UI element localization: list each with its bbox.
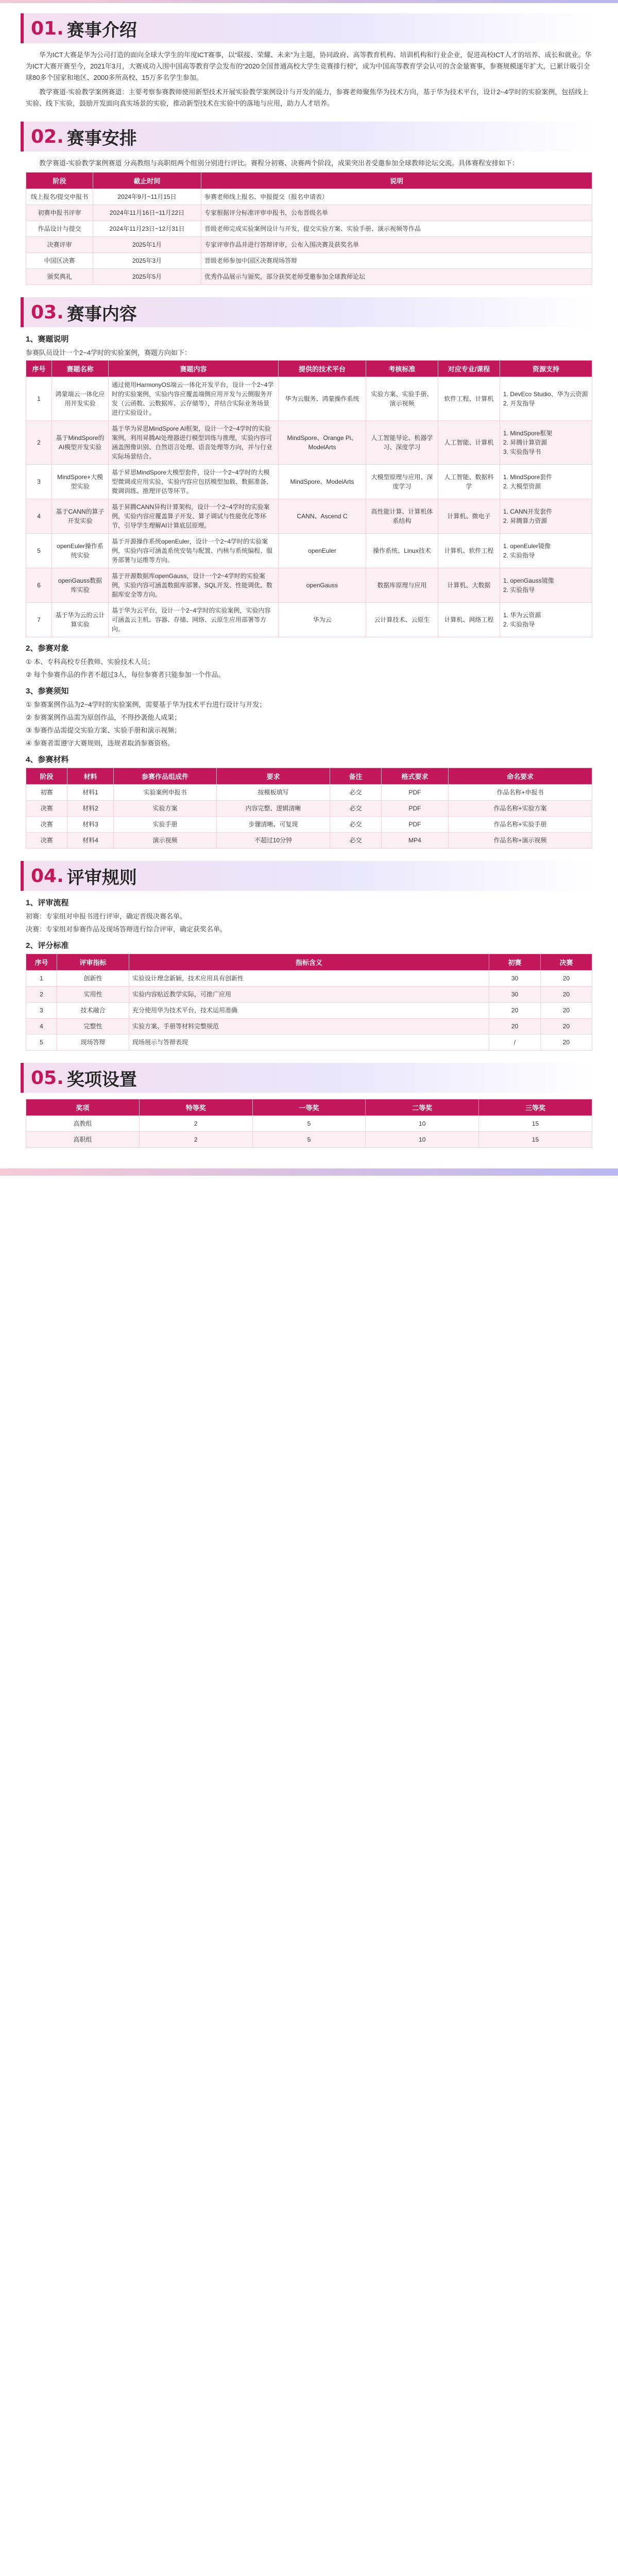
table-cell: PDF xyxy=(382,785,449,801)
column-header: 三等奖 xyxy=(479,1099,592,1116)
table-cell: 实验内容贴近教学实际，可推广应用 xyxy=(129,987,489,1003)
table-cell: 初赛 xyxy=(26,785,67,801)
table-cell: 高教组 xyxy=(26,1116,140,1132)
table-cell: 5 xyxy=(252,1116,366,1132)
table-cell: 10 xyxy=(366,1132,479,1148)
table-row xyxy=(26,987,592,1003)
section-number: 05. xyxy=(31,1067,64,1089)
table-cell: 实验手册 xyxy=(114,817,217,833)
column-header: 命名要求 xyxy=(449,768,592,785)
table-cell: 不超过10分钟 xyxy=(217,833,330,849)
table-cell: 实验方案 xyxy=(114,801,217,817)
table-row xyxy=(26,377,592,421)
page xyxy=(0,0,618,1176)
table-cell: 创新性 xyxy=(57,971,129,987)
table-cell: 基于华为云的云计算实验 xyxy=(52,603,109,637)
column-header: 赛题名称 xyxy=(52,361,109,377)
table-cell: 参赛老师线上报名、申报提交（报名申请表） xyxy=(201,189,592,205)
table-cell: 20 xyxy=(541,987,592,1003)
column-header: 材料 xyxy=(67,768,114,785)
subheading: 1、赛题说明 xyxy=(26,335,69,344)
table-cell: 30 xyxy=(489,971,541,987)
table-cell: 15 xyxy=(479,1116,592,1132)
intro-body xyxy=(26,49,592,109)
table-cell: 中国区决赛 xyxy=(26,253,93,269)
table-row xyxy=(26,1132,592,1148)
section-number: 01. xyxy=(31,18,64,39)
section-title: 赛事介绍 xyxy=(66,20,137,40)
section-header-content xyxy=(21,297,597,327)
table-cell: 20 xyxy=(541,1035,592,1050)
table-cell: 基于MindSpore的AI模型开发实验 xyxy=(52,421,109,465)
section-title: 奖项设置 xyxy=(66,1070,137,1090)
table-row xyxy=(26,833,592,849)
table-cell: 2 xyxy=(26,987,57,1003)
table-cell: openEuler操作系统实验 xyxy=(52,534,109,568)
table-cell: 人工智能、数据科学 xyxy=(438,465,500,499)
table-row xyxy=(26,205,592,221)
table-cell: 作品名称+实验手册 xyxy=(449,817,592,833)
subheading: 3、参赛须知 xyxy=(26,687,69,696)
table-cell: 软件工程、计算机 xyxy=(438,377,500,421)
column-header: 初赛 xyxy=(489,954,541,971)
table-cell: openGauss xyxy=(279,568,366,603)
table-cell: 优秀作品展示与颁奖，部分获奖老师受邀参加全球教师论坛 xyxy=(201,269,592,285)
table-row xyxy=(26,1035,592,1050)
table-row xyxy=(26,534,592,568)
table-cell: 技术融合 xyxy=(57,1003,129,1019)
table-cell: 必交 xyxy=(330,801,382,817)
table-cell: 基于华为云平台，设计一个2~4学时的实验案例，实验内容可涵盖云主机、容器、存储、网络、云原生应用部署等方向。 xyxy=(109,603,279,637)
column-header: 一等奖 xyxy=(252,1099,366,1116)
table-row xyxy=(26,603,592,637)
table-cell: 材料4 xyxy=(67,833,114,849)
table-cell: 1 xyxy=(26,971,57,987)
table-cell: 15 xyxy=(479,1132,592,1148)
table-cell: 2024年9月~11月15日 xyxy=(93,189,201,205)
table-cell: 计算机、微电子 xyxy=(438,499,500,534)
table-row xyxy=(26,465,592,499)
schedule-body xyxy=(26,158,592,285)
table-cell: 鸿蒙端云一体化应用开发实验 xyxy=(52,377,109,421)
list-item: ② 参赛案例作品需为原创作品，不得抄袭他人成果； xyxy=(26,714,181,721)
content-body xyxy=(26,333,592,849)
table-cell: 决赛评审 xyxy=(26,237,93,253)
subheading-text: 参赛队员设计一个2~4学时的实验案例，赛题方向如下： xyxy=(26,349,192,357)
table-cell: 基于华为昇思MindSpore AI框架，设计一个2~4学时的实验案例，利用昇腾AI处理器进行模型训练与推理，实验内容可涵盖图像识别、自然语言处理、语音处理等方向，并与行业实际场景结合。 xyxy=(109,421,279,465)
column-header: 考核标准 xyxy=(366,361,438,377)
column-header: 特等奖 xyxy=(139,1099,252,1116)
table-row xyxy=(26,817,592,833)
table-cell: 1. MindSpore框架 2. 昇腾计算资源 3. 实验指导书 xyxy=(500,421,592,465)
materials-table xyxy=(26,768,592,849)
subheading: 2、参赛对象 xyxy=(26,644,69,653)
column-header: 资源支持 xyxy=(500,361,592,377)
table-row xyxy=(26,1019,592,1035)
table-cell: 材料2 xyxy=(67,801,114,817)
table-cell: 决赛 xyxy=(26,817,67,833)
table-row xyxy=(26,568,592,603)
table-cell: 决赛 xyxy=(26,801,67,817)
table-cell: 2024年11月16日~11月22日 xyxy=(93,205,201,221)
table-cell: 大模型原理与应用、深度学习 xyxy=(366,465,438,499)
table-cell: 现场展示与答辩表现 xyxy=(129,1035,489,1050)
section-title: 赛事安排 xyxy=(66,128,137,148)
table-cell: 实验方案、手册等材料完整规范 xyxy=(129,1019,489,1035)
table-cell: 作品名称+演示视频 xyxy=(449,833,592,849)
table-cell: 完整性 xyxy=(57,1019,129,1035)
intro-paragraph: 教学赛道·实验教学案例赛道：主要考察参赛教师使用新型技术开展实验教学案例设计与开发的能力，参赛老师聚焦华为技术方向，基于华为技术平台，设计2~4学时的实验案例，包括线上实验、线下实验，鼓励开发面向真实场景的实验，推动新型技术在实验中的落地与应用，助力人才培养。 xyxy=(26,88,589,107)
intro-paragraph: 华为ICT大赛是华为公司打造的面向全球大学生的年度ICT赛事，以“联接、荣耀、未来”为主题，协同政府、高等教育机构、培训机构和行业企业，促进高校ICT人才的培养、成长和就业。华为ICT大赛开赛至今，2021年3月，大赛成功入围中国高等教育学会发布的“2020全国普通高校大学生竞赛排行榜”，成为中国高等教育学会认可的含金量赛事，参赛规模逐年扩大，已累计吸引全球80多个国家和地区、2000多所高校、15万多名学生参加。 xyxy=(26,51,592,81)
table-cell: 基于CANN的算子开发实验 xyxy=(52,499,109,534)
table-cell: 数据库原理与应用 xyxy=(366,568,438,603)
column-header: 阶段 xyxy=(26,173,93,189)
column-header: 序号 xyxy=(26,361,52,377)
schedule-note: 教学赛道-实验教学案例赛道 分高教组与高职组两个组别分别进行评比。赛程分初赛、决赛两个阶段，成果突出者受邀参加全球教师论坛交流。具体赛程安排如下： xyxy=(39,159,519,167)
table-cell: 20 xyxy=(489,1003,541,1019)
column-header: 二等奖 xyxy=(366,1099,479,1116)
table-cell: 20 xyxy=(541,1019,592,1035)
table-cell: openGauss数据库实验 xyxy=(52,568,109,603)
column-header: 提供的技术平台 xyxy=(279,361,366,377)
table-cell: 1. openEuler镜像 2. 实验指导 xyxy=(500,534,592,568)
awards-table xyxy=(26,1099,592,1148)
section-title: 评审规则 xyxy=(66,868,137,888)
table-cell: 5 xyxy=(26,534,52,568)
section-header-awards xyxy=(21,1063,597,1093)
topics-table xyxy=(26,360,592,637)
table-cell: 按模板填写 xyxy=(217,785,330,801)
table-cell: 通过使用HarmonyOS端云一体化开发平台，设计一个2~4学时的实验案例，实验内容应覆盖端侧应用开发与云侧服务开发（云函数、云数据库、云存储等），并结合实际业务场景进行实验设计。 xyxy=(109,377,279,421)
column-header: 备注 xyxy=(330,768,382,785)
table-cell: 计算机、网络工程 xyxy=(438,603,500,637)
subheading: 1、评审流程 xyxy=(26,899,69,907)
column-header: 序号 xyxy=(26,954,57,971)
table-row xyxy=(26,971,592,987)
rules-body xyxy=(26,897,592,1050)
table-row xyxy=(26,253,592,269)
list-item: ④ 参赛者需遵守大赛规则，违规者取消参赛资格。 xyxy=(26,739,175,747)
section-number: 04. xyxy=(31,865,64,887)
table-row xyxy=(26,189,592,205)
table-cell: 基于开源操作系统openEuler，设计一个2~4学时的实验案例，实验内容可涵盖系统安装与配置、内核与系统编程、服务部署与运维等方向。 xyxy=(109,534,279,568)
table-cell: 现场答辩 xyxy=(57,1035,129,1050)
table-row xyxy=(26,221,592,237)
table-cell: 1. DevEco Studio、华为云资源 2. 开发指导 xyxy=(500,377,592,421)
table-cell: 1. MindSpore套件 2. 大模型资源 xyxy=(500,465,592,499)
table-cell: 高职组 xyxy=(26,1132,140,1148)
table-cell: 2 xyxy=(139,1132,252,1148)
table-cell: 30 xyxy=(489,987,541,1003)
column-header: 要求 xyxy=(217,768,330,785)
table-cell: 华为云服务、鸿蒙操作系统 xyxy=(279,377,366,421)
schedule-table xyxy=(26,172,592,285)
bottom-band xyxy=(0,1168,618,1176)
table-cell: MindSpore、Orange Pi、ModelArts xyxy=(279,421,366,465)
section-title: 赛事内容 xyxy=(66,304,137,324)
table-cell: PDF xyxy=(382,817,449,833)
table-row xyxy=(26,421,592,465)
table-cell: 材料3 xyxy=(67,817,114,833)
table-cell: MindSpore+大模型实验 xyxy=(52,465,109,499)
column-header: 格式要求 xyxy=(382,768,449,785)
column-header: 决赛 xyxy=(541,954,592,971)
table-cell: 实验方案、实验手册、演示视频 xyxy=(366,377,438,421)
subheading: 4、参赛材料 xyxy=(26,755,69,764)
table-cell: 实验设计理念新颖，技术应用具有创新性 xyxy=(129,971,489,987)
column-header: 参赛作品组成件 xyxy=(114,768,217,785)
table-cell: PDF xyxy=(382,801,449,817)
table-cell: 基于开源数据库openGauss，设计一个2~4学时的实验案例，实验内容可涵盖数据库部署、SQL开发、性能调优、数据库安全等方向。 xyxy=(109,568,279,603)
scoring-table xyxy=(26,954,592,1050)
table-cell: 人工智能、计算机 xyxy=(438,421,500,465)
table-cell: 作品设计与提交 xyxy=(26,221,93,237)
section-header-rules xyxy=(21,861,597,891)
table-cell: 操作系统、Linux技术 xyxy=(366,534,438,568)
table-cell: CANN、Ascend C xyxy=(279,499,366,534)
table-cell: / xyxy=(489,1035,541,1050)
table-cell: 3 xyxy=(26,1003,57,1019)
table-cell: 计算机、软件工程 xyxy=(438,534,500,568)
table-cell: 必交 xyxy=(330,785,382,801)
column-header: 赛题内容 xyxy=(109,361,279,377)
table-cell: 晋级老师参加中国区决赛现场答辩 xyxy=(201,253,592,269)
table-cell: 人工智能导论、机器学习、深度学习 xyxy=(366,421,438,465)
table-cell: 实验案例申报书 xyxy=(114,785,217,801)
table-cell: 5 xyxy=(26,1035,57,1050)
table-cell: 初赛申报书评审 xyxy=(26,205,93,221)
table-cell: 晋级老师完成实验案例设计与开发，提交实验方案、实验手册、演示视频等作品 xyxy=(201,221,592,237)
table-cell: 2025年5月 xyxy=(93,269,201,285)
column-header: 奖项 xyxy=(26,1099,140,1116)
table-cell: 1 xyxy=(26,377,52,421)
table-cell: 2025年1月 xyxy=(93,237,201,253)
subheading: 2、评分标准 xyxy=(26,941,69,950)
table-cell: 必交 xyxy=(330,833,382,849)
table-cell: 20 xyxy=(541,971,592,987)
table-cell: 作品名称+申报书 xyxy=(449,785,592,801)
table-cell: 2025年3月 xyxy=(93,253,201,269)
table-cell: 6 xyxy=(26,568,52,603)
section-number: 03. xyxy=(31,301,64,323)
section-header-schedule xyxy=(21,122,597,151)
top-band xyxy=(0,0,618,3)
table-cell: 内容完整、逻辑清晰 xyxy=(217,801,330,817)
table-row xyxy=(26,801,592,817)
table-cell: 颁奖典礼 xyxy=(26,269,93,285)
table-row xyxy=(26,237,592,253)
table-cell: 决赛 xyxy=(26,833,67,849)
table-cell: 2 xyxy=(26,421,52,465)
column-header: 评审指标 xyxy=(57,954,129,971)
section-header-intro xyxy=(21,13,597,43)
list-item: ① 参赛案例作品为2~4学时的实验案例，需要基于华为技术平台进行设计与开发； xyxy=(26,701,266,708)
table-cell: MP4 xyxy=(382,833,449,849)
table-cell: MindSpore、ModelArts xyxy=(279,465,366,499)
list-item: 初赛：专家组对申报书进行评审，确定晋级决赛名单。 xyxy=(26,912,187,920)
table-cell: 1. openGauss镜像 2. 实验指导 xyxy=(500,568,592,603)
table-cell: 基于昇思MindSpore大模型套件，设计一个2~4学时的大模型微调或应用实验，实验内容应包括模型加载、数据准备、微调训练、推理评估等环节。 xyxy=(109,465,279,499)
table-row xyxy=(26,499,592,534)
list-item: ① 本、专科高校专任教师、实验技术人员； xyxy=(26,658,154,666)
table-cell: 专家根据评分标准评审申报书，公布晋级名单 xyxy=(201,205,592,221)
table-cell: 1. CANN开发套件 2. 昇腾算力资源 xyxy=(500,499,592,534)
column-header: 阶段 xyxy=(26,768,67,785)
list-item: ② 每个参赛作品的作者不超过3人，每位参赛者只能参加一个作品。 xyxy=(26,671,225,679)
table-cell: 2 xyxy=(139,1116,252,1132)
table-cell: 基于昇腾CANN异构计算架构，设计一个2~4学时的实验案例，实验内容应覆盖算子开发、算子调试与性能优化等环节，引导学生理解AI计算底层原理。 xyxy=(109,499,279,534)
table-cell: 材料1 xyxy=(67,785,114,801)
column-header: 截止时间 xyxy=(93,173,201,189)
table-cell: 线上报名/提交申报书 xyxy=(26,189,93,205)
table-cell: 20 xyxy=(541,1003,592,1019)
table-cell: 4 xyxy=(26,499,52,534)
awards-body xyxy=(26,1099,592,1148)
table-cell: 华为云 xyxy=(279,603,366,637)
table-cell: 1. 华为云资源 2. 实验指导 xyxy=(500,603,592,637)
table-cell: 高性能计算、计算机体系结构 xyxy=(366,499,438,534)
table-cell: 5 xyxy=(252,1132,366,1148)
table-cell: 4 xyxy=(26,1019,57,1035)
table-cell: 7 xyxy=(26,603,52,637)
table-cell: 计算机、大数据 xyxy=(438,568,500,603)
table-cell: 演示视频 xyxy=(114,833,217,849)
table-cell: 2024年11月23日~12月31日 xyxy=(93,221,201,237)
table-cell: 实用性 xyxy=(57,987,129,1003)
table-cell: openEuler xyxy=(279,534,366,568)
column-header: 对应专业/课程 xyxy=(438,361,500,377)
table-row xyxy=(26,1116,592,1132)
table-row xyxy=(26,269,592,285)
section-number: 02. xyxy=(31,126,64,147)
table-cell: 作品名称+实验方案 xyxy=(449,801,592,817)
table-cell: 充分使用华为技术平台，技术运用准确 xyxy=(129,1003,489,1019)
list-item: 决赛：专家组对参赛作品及现场答辩进行综合评审，确定获奖名单。 xyxy=(26,925,227,933)
table-cell: 专家评审作品并进行答辩评审，公布入围决赛及获奖名单 xyxy=(201,237,592,253)
column-header: 指标含义 xyxy=(129,954,489,971)
table-cell: 3 xyxy=(26,465,52,499)
table-row xyxy=(26,785,592,801)
list-item: ③ 参赛作品需提交实验方案、实验手册和演示视频； xyxy=(26,726,181,734)
column-header: 说明 xyxy=(201,173,592,189)
table-row xyxy=(26,1003,592,1019)
table-cell: 20 xyxy=(489,1019,541,1035)
table-cell: 必交 xyxy=(330,817,382,833)
table-cell: 10 xyxy=(366,1116,479,1132)
table-cell: 云计算技术、云原生 xyxy=(366,603,438,637)
table-cell: 步骤清晰、可复现 xyxy=(217,817,330,833)
